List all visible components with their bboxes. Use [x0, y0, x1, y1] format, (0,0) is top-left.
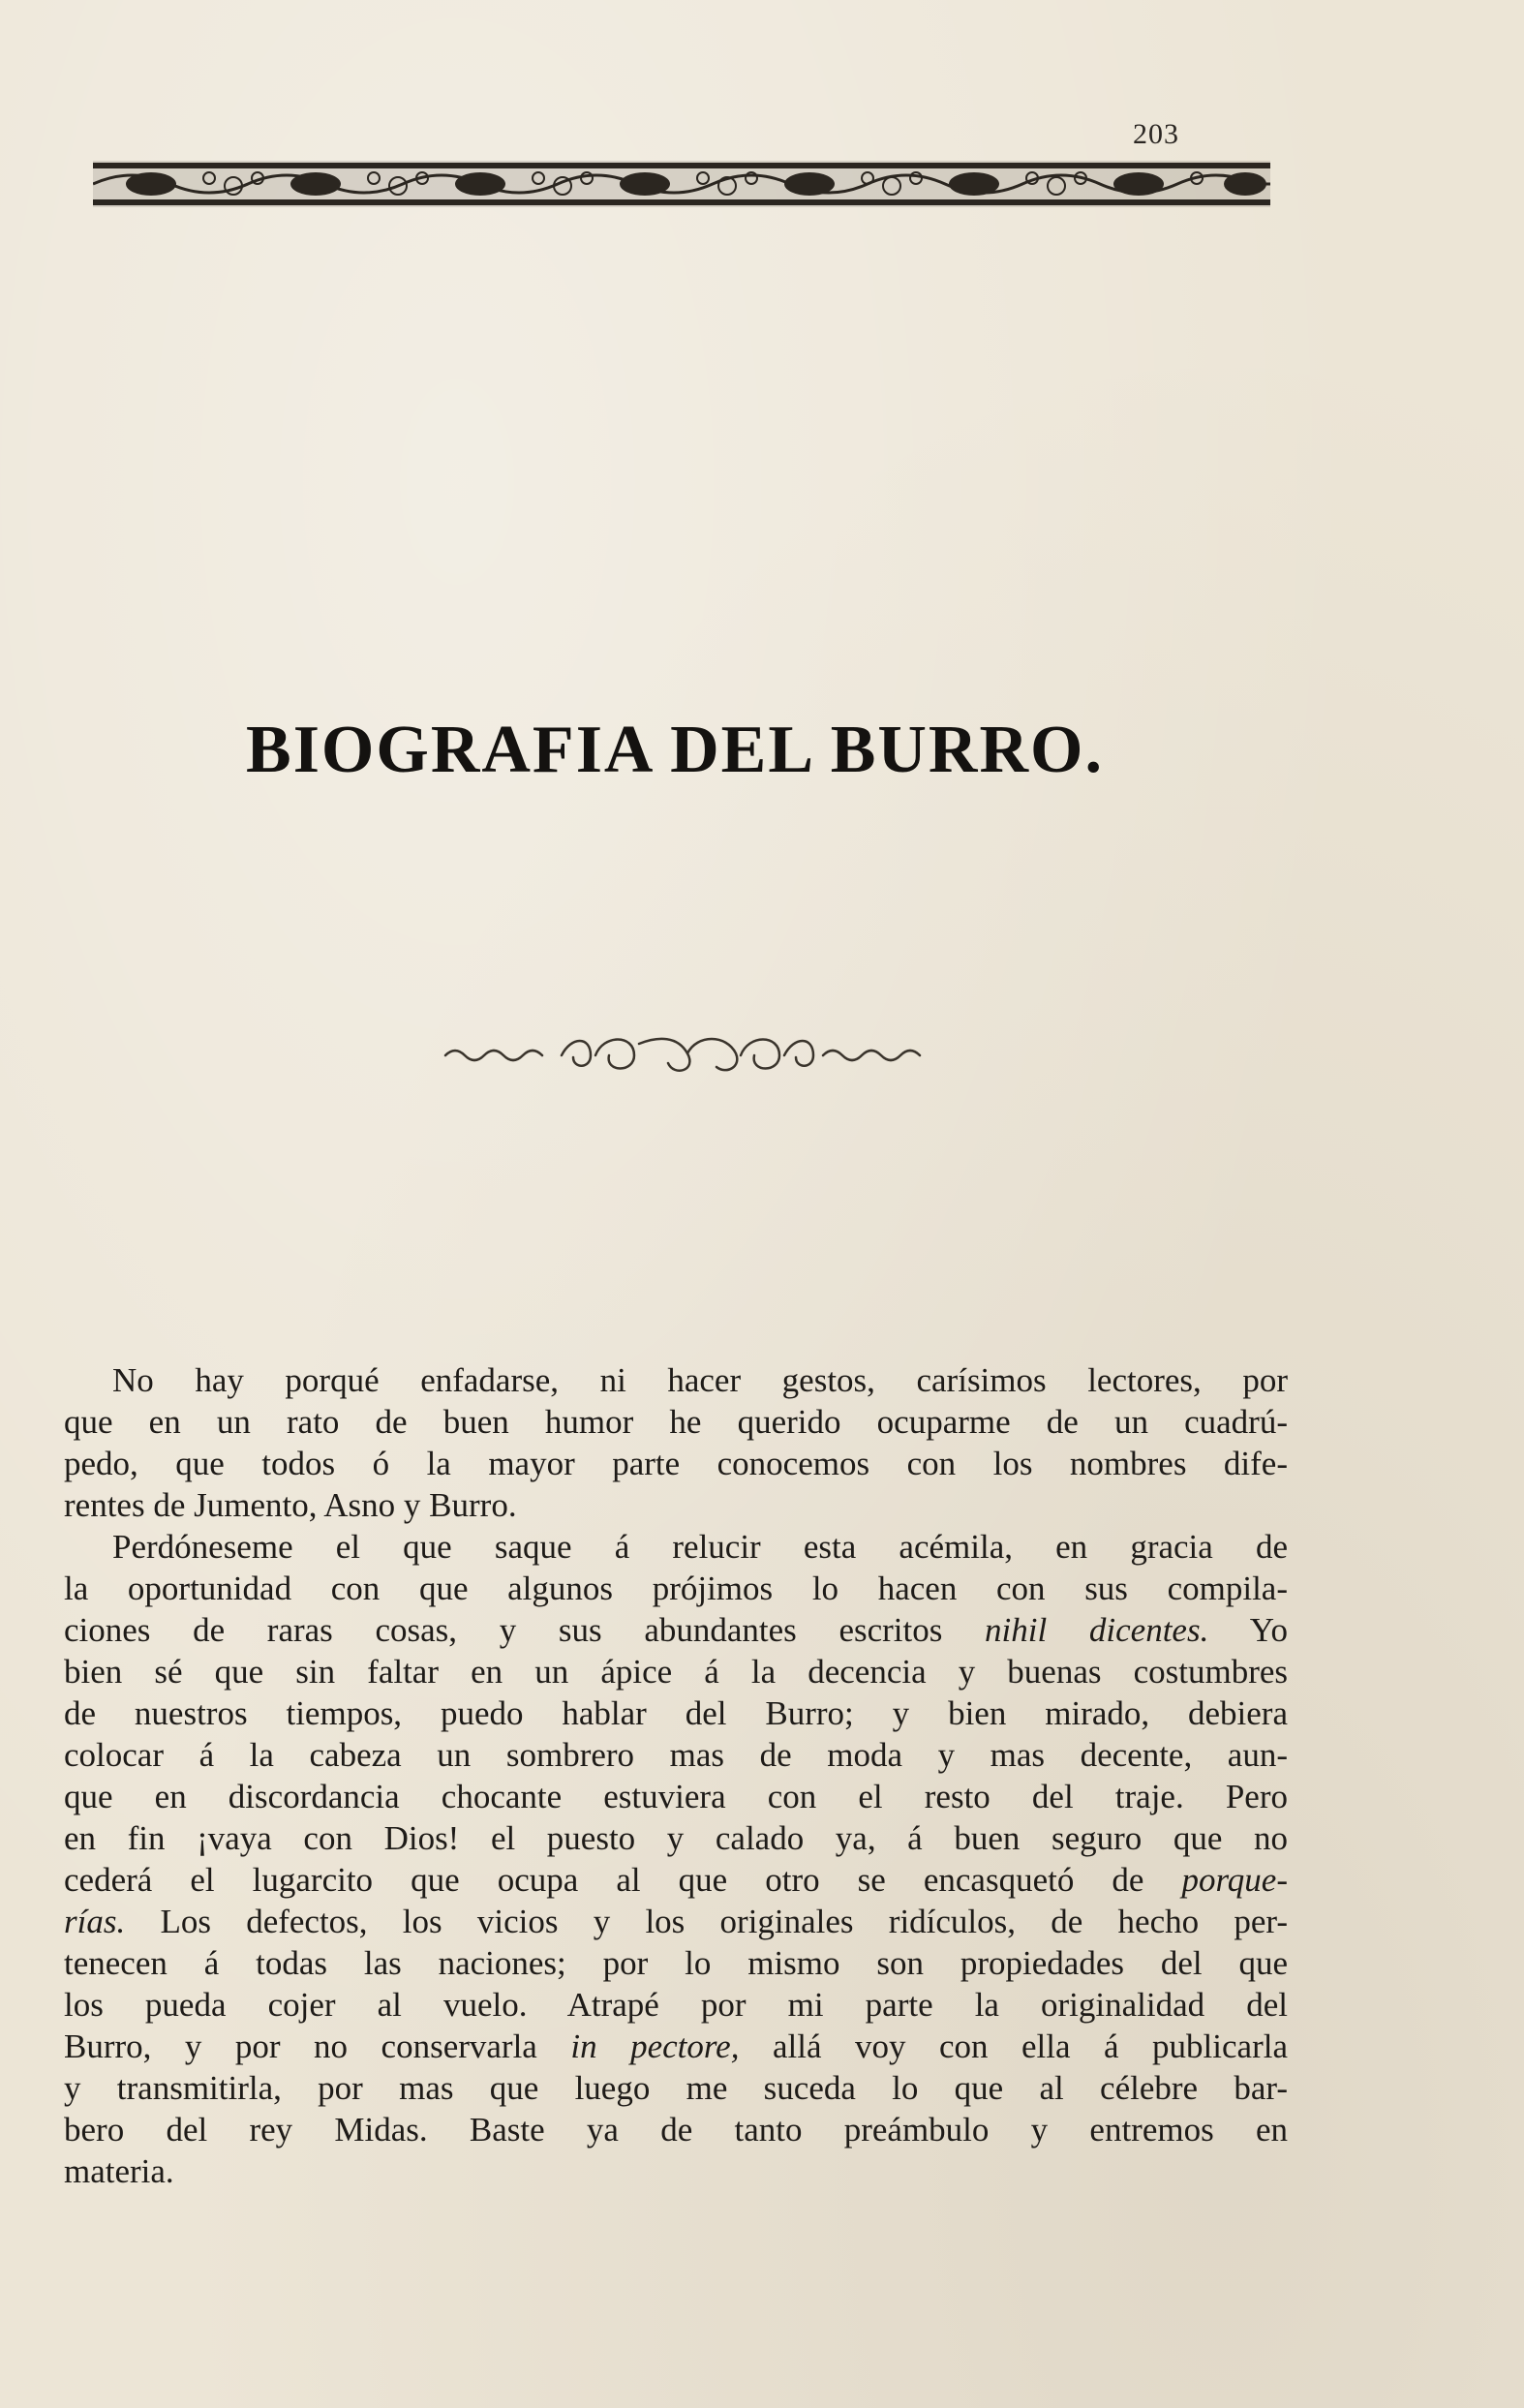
text-line: que en un rato de buen humor he querido ocuparme de un cuadrú-	[64, 1403, 1288, 1441]
text-line: tenecen á todas las naciones; por lo mismo son propiedades del que	[64, 1944, 1288, 1982]
italic-phrase: rías.	[64, 1903, 126, 1940]
text-line: No hay porqué enfadarse, ni hacer gestos, carísimos lectores, por	[112, 1361, 1288, 1399]
text-line: pedo, que todos ó la mayor parte conocemos con los nombres dife-	[64, 1445, 1288, 1482]
text-line: Burro, y por no conservarla in pectore, allá voy con ella á publicarla	[64, 2027, 1288, 2065]
italic-phrase: nihil dicentes.	[985, 1611, 1209, 1649]
text-line: los pueda cojer al vuelo. Atrapé por mi parte la originalidad del	[64, 1986, 1288, 2024]
text-line: bero del rey Midas. Baste ya de tanto preámbulo y entremos en	[64, 2111, 1288, 2149]
text-line: de nuestros tiempos, puedo hablar del Burro; y bien mirado, debiera	[64, 1694, 1288, 1732]
italic-phrase: porque-	[1181, 1861, 1288, 1899]
italic-phrase: in pectore,	[570, 2027, 740, 2065]
ornamental-band	[93, 157, 1270, 211]
text-line: bien sé que sin faltar en un ápice á la decencia y buenas costumbres	[64, 1653, 1288, 1691]
text-line: rentes de Jumento, Asno y Burro.	[64, 1486, 517, 1524]
text-line: y transmitirla, por mas que luego me suceda lo que al célebre bar-	[64, 2069, 1288, 2107]
ornamental-divider	[436, 1026, 939, 1081]
page-number: 203	[1133, 118, 1179, 150]
text-line: Perdóneseme el que saque á relucir esta acémila, en gracia de	[112, 1528, 1288, 1566]
text-line: que en discordancia chocante estuviera con el resto del traje. Pero	[64, 1778, 1288, 1815]
text-line: colocar á la cabeza un sombrero mas de moda y mas decente, aun-	[64, 1736, 1288, 1774]
text-line: la oportunidad con que algunos prójimos lo hacen con sus compila-	[64, 1570, 1288, 1607]
text-line: materia.	[64, 2152, 174, 2190]
text-line: en fin ¡vaya con Dios! el puesto y calado ya, á buen seguro que no	[64, 1819, 1288, 1857]
text-line: cederá el lugarcito que ocupa al que otro se encasquetó de porque-	[64, 1861, 1288, 1899]
text-line: ciones de raras cosas, y sus abundantes escritos nihil dicentes. Yo	[64, 1611, 1288, 1649]
article-body	[64, 1359, 1288, 2192]
article-title: BIOGRAFIA DEL BURRO.	[246, 713, 1104, 787]
text-line: rías. Los defectos, los vicios y los originales ridículos, de hecho per-	[64, 1903, 1288, 1940]
